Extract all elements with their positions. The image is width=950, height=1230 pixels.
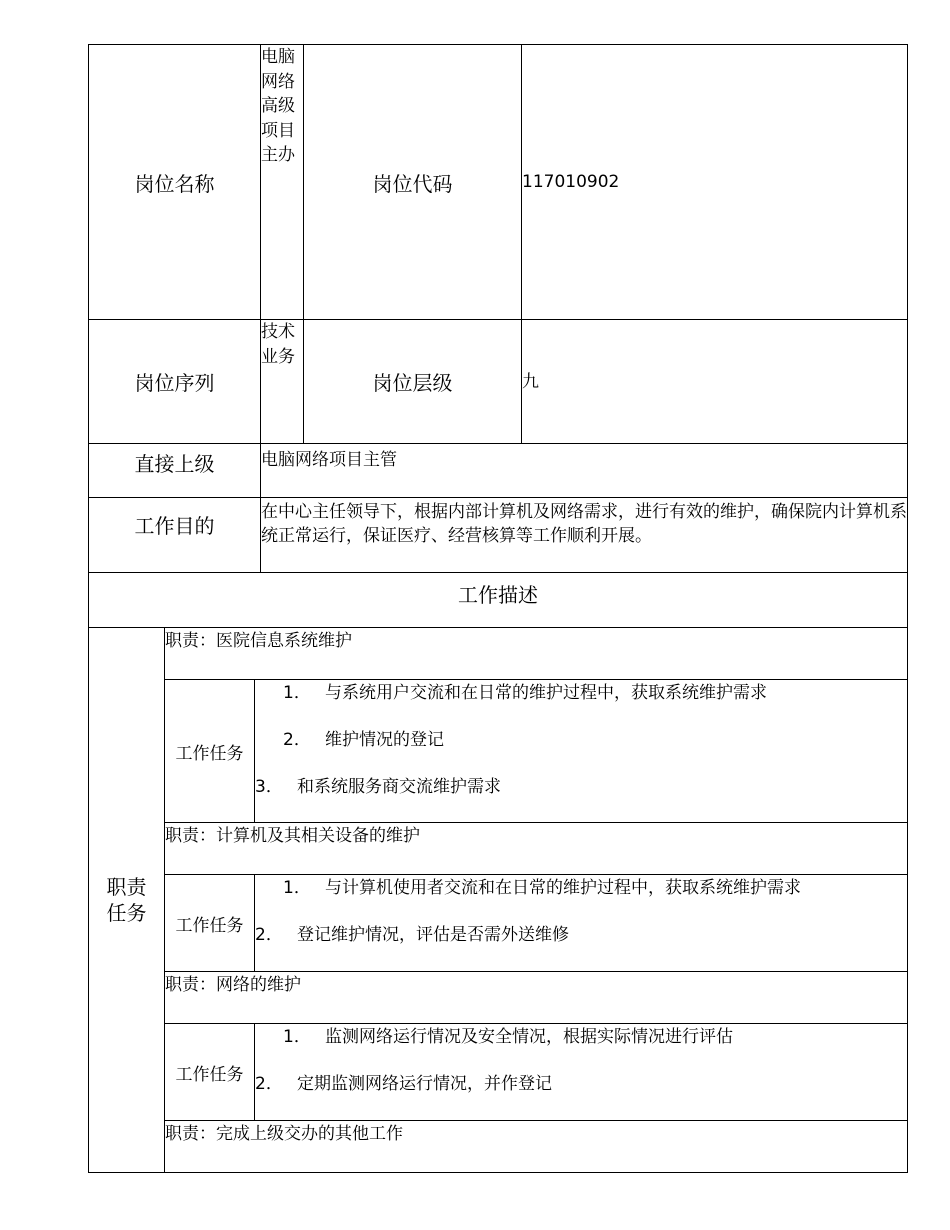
sequence-label: 岗位序列: [89, 320, 261, 444]
duties-label-line1: 职责: [106, 875, 147, 899]
level-label: 岗位层级: [304, 320, 522, 444]
task-item: 2． 登记维护情况，评估是否需外送维修: [255, 925, 569, 945]
purpose-label: 工作目的: [89, 498, 261, 573]
superior-label: 直接上级: [89, 444, 261, 498]
job-description-page: [88, 44, 907, 1173]
position-code-value: 117010902: [522, 45, 908, 320]
duty-title-1: 职责：医院信息系统维护: [165, 628, 908, 680]
duty-title-2: 职责：计算机及其相关设备的维护: [165, 823, 908, 875]
task-list-1: [255, 680, 908, 823]
task-list-3: [255, 1024, 908, 1121]
purpose-value: 在中心主任领导下，根据内部计算机及网络需求，进行有效的维护，确保院内计算机系统正常运行，保证医疗、经营核算等工作顺利开展。: [261, 498, 908, 573]
task-item: 2． 定期监测网络运行情况，并作登记: [255, 1074, 552, 1094]
level-value: 九: [522, 320, 908, 444]
task-label-3: 工作任务: [165, 1024, 255, 1121]
task-list-2: [255, 875, 908, 972]
duties-label-line2: 任务: [106, 901, 147, 925]
task-item: 2． 维护情况的登记: [283, 730, 444, 750]
duties-table: [88, 628, 908, 1173]
task-item: 1． 与计算机使用者交流和在日常的维护过程中，获取系统维护需求: [283, 878, 801, 898]
task-item: 3． 和系统服务商交流维护需求: [255, 777, 501, 797]
position-name-label: 岗位名称: [89, 45, 261, 320]
position-code-label: 岗位代码: [304, 45, 522, 320]
duties-label: [89, 628, 165, 1173]
task-label-2: 工作任务: [165, 875, 255, 972]
duty-title-3: 职责：网络的维护: [165, 972, 908, 1024]
job-info-table: [88, 44, 908, 628]
position-name-value: 电脑网络高级项目主办: [261, 45, 304, 320]
task-label-1: 工作任务: [165, 680, 255, 823]
section-title: 工作描述: [89, 573, 908, 628]
superior-value: 电脑网络项目主管: [261, 444, 908, 498]
task-item: 1． 监测网络运行情况及安全情况，根据实际情况进行评估: [283, 1027, 733, 1047]
task-item: 1． 与系统用户交流和在日常的维护过程中，获取系统维护需求: [283, 683, 767, 703]
duty-title-4: 职责：完成上级交办的其他工作: [165, 1121, 908, 1173]
sequence-value: 技术业务: [261, 320, 304, 444]
